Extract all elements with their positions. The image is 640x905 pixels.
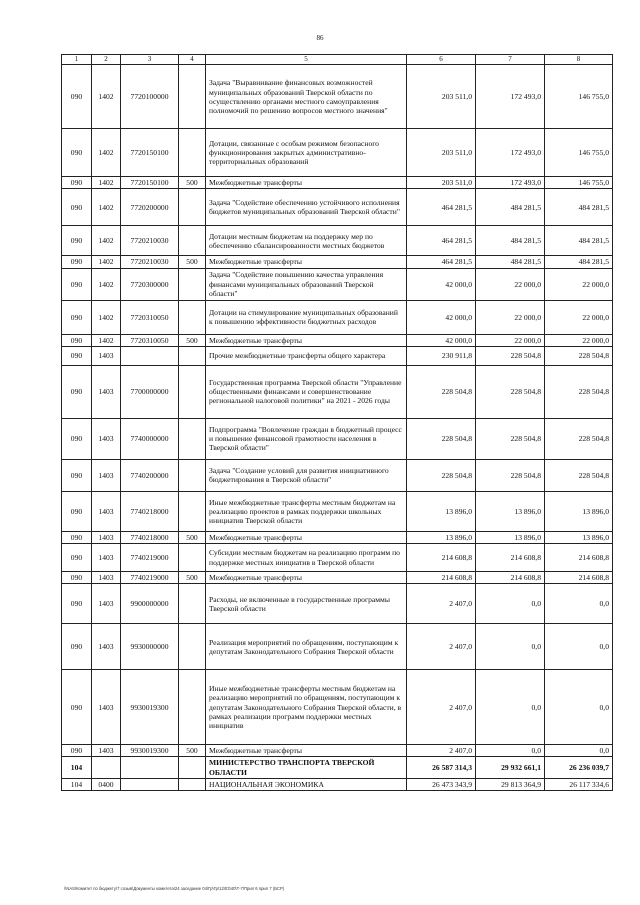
cell-amount-year1: 203 511,0: [407, 129, 476, 177]
cell-amount-year3: 228 504,8: [545, 418, 613, 459]
cell-expense-type: [179, 624, 206, 670]
cell-target-article: 7740000000: [121, 418, 179, 459]
cell-expense-type: [179, 365, 206, 418]
cell-description: Иные межбюджетные трансферты местным бюджетам на реализацию мероприятий по обращениям, поступающим к депутатам Законодательного Собрания Тверской области, в рамках реализации программ поддержки местных инициатив: [206, 670, 407, 745]
cell-section-code: 1402: [92, 300, 121, 334]
cell-ministry-code: 090: [62, 418, 92, 459]
cell-target-article: 7720310050: [121, 300, 179, 334]
cell-description: Межбюджетные трансферты: [206, 745, 407, 757]
cell-amount-year3: 13 896,0: [545, 491, 613, 531]
cell-section-code: 1403: [92, 531, 121, 543]
cell-description: Реализация мероприятий по обращениям, поступающим к депутатам Законодательного Собрания Тверской области: [206, 624, 407, 670]
cell-section-code: 0400: [92, 778, 121, 790]
cell-description: Задача "Содействие повышению качества управления финансами муниципальных образований Тверской области": [206, 268, 407, 300]
cell-amount-year3: 22 000,0: [545, 268, 613, 300]
cell-expense-type: [179, 268, 206, 300]
cell-expense-type: [179, 544, 206, 572]
cell-description: Межбюджетные трансферты: [206, 531, 407, 543]
cell-amount-year3: 228 504,8: [545, 459, 613, 491]
cell-target-article: 9930019300: [121, 745, 179, 757]
cell-description: Дотации местным бюджетам на поддержку мер по обеспечению сбалансированности местных бюджетов: [206, 226, 407, 256]
cell-amount-year1: 228 504,8: [407, 459, 476, 491]
table-row: [62, 778, 613, 790]
page-number: 86: [316, 34, 324, 42]
table-row: [62, 177, 613, 189]
cell-expense-type: [179, 418, 206, 459]
cell-amount-year3: 22 000,0: [545, 300, 613, 334]
cell-section-code: 1403: [92, 418, 121, 459]
cell-ministry-code: 090: [62, 491, 92, 531]
cell-ministry-code: 090: [62, 177, 92, 189]
cell-amount-year2: 13 896,0: [476, 531, 545, 543]
cell-ministry-code: 090: [62, 300, 92, 334]
cell-amount-year2: 228 504,8: [476, 418, 545, 459]
col-header-2: 2: [92, 55, 121, 65]
cell-ministry-code: 090: [62, 531, 92, 543]
table-row: [62, 572, 613, 584]
cell-target-article: 7720310050: [121, 334, 179, 346]
cell-section-code: 1402: [92, 177, 121, 189]
cell-amount-year2: 214 608,8: [476, 572, 545, 584]
cell-expense-type: [179, 226, 206, 256]
cell-description: Государственная программа Тверской области "Управление общественными финансами и совершенствование региональной налоговой политики" на 2021 - 2026 годы: [206, 365, 407, 418]
cell-amount-year2: 0,0: [476, 624, 545, 670]
cell-amount-year1: 464 281,5: [407, 189, 476, 226]
budget-table: [61, 54, 613, 791]
cell-ministry-code: 090: [62, 365, 92, 418]
cell-amount-year1: 2 407,0: [407, 624, 476, 670]
cell-section-code: 1402: [92, 256, 121, 268]
cell-target-article: [121, 757, 179, 778]
cell-description: Подпрограмма "Вовлечение граждан в бюджетный процесс и повышение финансовой грамотности населения в Тверской области": [206, 418, 407, 459]
cell-amount-year2: 172 493,0: [476, 65, 545, 129]
cell-expense-type: 500: [179, 334, 206, 346]
cell-description: Задача "Выравнивание финансовых возможностей муниципальных образований Тверской области по осуществлению органами местного самоуправления полномочий по решению вопросов местного значения": [206, 65, 407, 129]
cell-amount-year2: 484 281,5: [476, 256, 545, 268]
cell-amount-year1: 42 000,0: [407, 334, 476, 346]
cell-ministry-code: 090: [62, 624, 92, 670]
cell-section-code: 1403: [92, 745, 121, 757]
cell-expense-type: [179, 189, 206, 226]
cell-target-article: 7700000000: [121, 365, 179, 418]
cell-amount-year3: 13 896,0: [545, 531, 613, 543]
cell-amount-year3: 0,0: [545, 745, 613, 757]
cell-amount-year1: 464 281,5: [407, 256, 476, 268]
table-row: [62, 745, 613, 757]
cell-amount-year2: 29 813 364,9: [476, 778, 545, 790]
cell-amount-year3: 214 608,8: [545, 544, 613, 572]
cell-amount-year2: 484 281,5: [476, 189, 545, 226]
cell-target-article: 9930000000: [121, 624, 179, 670]
table-row: [62, 491, 613, 531]
cell-amount-year3: 22 000,0: [545, 334, 613, 346]
cell-expense-type: [179, 65, 206, 129]
file-path-footer: \\NAS\Комитет по бюджету\7 созыв\Документы комитета\24 заседание 04\Гр\Гр\12\03\40\Т-7\Прил 6 прил 7 (БСР): [64, 886, 285, 891]
cell-amount-year1: 228 504,8: [407, 418, 476, 459]
cell-description: Задача "Создание условий для развития инициативного бюджетирования в Тверской области": [206, 459, 407, 491]
cell-section-code: 1402: [92, 189, 121, 226]
cell-ministry-code: 090: [62, 256, 92, 268]
cell-section-code: 1403: [92, 584, 121, 624]
cell-description: Межбюджетные трансферты: [206, 334, 407, 346]
cell-amount-year1: 26 473 343,9: [407, 778, 476, 790]
cell-target-article: 7720200000: [121, 189, 179, 226]
cell-target-article: 9930019300: [121, 670, 179, 745]
table-row: [62, 544, 613, 572]
cell-description: Межбюджетные трансферты: [206, 177, 407, 189]
cell-amount-year1: 42 000,0: [407, 300, 476, 334]
table-row: [62, 531, 613, 543]
cell-expense-type: [179, 459, 206, 491]
cell-description: Иные межбюджетные трансферты местным бюджетам на реализацию проектов в рамках поддержки школьных инициатив Тверской области: [206, 491, 407, 531]
cell-target-article: 7720210030: [121, 226, 179, 256]
cell-expense-type: [179, 757, 206, 778]
cell-amount-year3: 484 281,5: [545, 226, 613, 256]
cell-amount-year2: 22 000,0: [476, 268, 545, 300]
table-row: [62, 459, 613, 491]
col-header-7: 7: [476, 55, 545, 65]
cell-expense-type: [179, 778, 206, 790]
cell-target-article: 7740219000: [121, 544, 179, 572]
cell-description: Межбюджетные трансферты: [206, 572, 407, 584]
cell-amount-year2: 228 504,8: [476, 365, 545, 418]
cell-ministry-code: 090: [62, 459, 92, 491]
table-row: [62, 418, 613, 459]
cell-section-code: 1403: [92, 572, 121, 584]
cell-target-article: 7720150100: [121, 129, 179, 177]
cell-ministry-code: 090: [62, 189, 92, 226]
cell-amount-year1: 13 896,0: [407, 531, 476, 543]
cell-amount-year2: 484 281,5: [476, 226, 545, 256]
cell-amount-year1: 214 608,8: [407, 572, 476, 584]
cell-amount-year3: 0,0: [545, 670, 613, 745]
cell-target-article: 7720100000: [121, 65, 179, 129]
cell-amount-year3: 228 504,8: [545, 365, 613, 418]
cell-expense-type: 500: [179, 745, 206, 757]
cell-amount-year2: 172 493,0: [476, 177, 545, 189]
cell-section-code: 1402: [92, 129, 121, 177]
col-header-4: 4: [179, 55, 206, 65]
cell-section-code: [92, 757, 121, 778]
cell-expense-type: 500: [179, 177, 206, 189]
cell-description: Дотации на стимулирование муниципальных образований к повышению эффективности бюджетных расходов: [206, 300, 407, 334]
cell-section-code: 1402: [92, 65, 121, 129]
cell-section-code: 1402: [92, 226, 121, 256]
cell-amount-year2: 0,0: [476, 584, 545, 624]
cell-description: Расходы, не включенные в государственные программы Тверской области: [206, 584, 407, 624]
cell-description: Субсидии местным бюджетам на реализацию программ по поддержке местных инициатив в Тверской области: [206, 544, 407, 572]
table-row: [62, 757, 613, 778]
cell-amount-year1: 2 407,0: [407, 584, 476, 624]
cell-section-code: 1402: [92, 334, 121, 346]
cell-expense-type: [179, 300, 206, 334]
cell-ministry-code: 090: [62, 584, 92, 624]
cell-expense-type: 500: [179, 256, 206, 268]
cell-amount-year3: 484 281,5: [545, 256, 613, 268]
cell-amount-year3: 484 281,5: [545, 189, 613, 226]
cell-amount-year2: 214 608,8: [476, 544, 545, 572]
cell-description: Прочие межбюджетные трансферты общего характера: [206, 346, 407, 365]
cell-target-article: 7720150100: [121, 177, 179, 189]
cell-description: МИНИСТЕРСТВО ТРАНСПОРТА ТВЕРСКОЙ ОБЛАСТИ: [206, 757, 407, 778]
cell-amount-year2: 172 493,0: [476, 129, 545, 177]
cell-amount-year1: 203 511,0: [407, 177, 476, 189]
cell-amount-year2: 29 932 661,1: [476, 757, 545, 778]
header-row: [62, 55, 613, 65]
cell-ministry-code: 104: [62, 778, 92, 790]
cell-expense-type: [179, 346, 206, 365]
cell-amount-year2: 228 504,8: [476, 459, 545, 491]
table-row: [62, 334, 613, 346]
cell-expense-type: [179, 670, 206, 745]
cell-section-code: 1403: [92, 346, 121, 365]
cell-target-article: 7740200000: [121, 459, 179, 491]
table-row: [62, 129, 613, 177]
cell-expense-type: [179, 491, 206, 531]
cell-target-article: 7740218000: [121, 531, 179, 543]
cell-amount-year3: 146 755,0: [545, 177, 613, 189]
cell-description: Дотации, связанные с особым режимом безопасного функционирования закрытых административно-территориальных образований: [206, 129, 407, 177]
cell-amount-year2: 228 504,8: [476, 346, 545, 365]
cell-ministry-code: 090: [62, 670, 92, 745]
cell-ministry-code: 090: [62, 226, 92, 256]
cell-ministry-code: 090: [62, 544, 92, 572]
cell-amount-year3: 0,0: [545, 584, 613, 624]
cell-ministry-code: 090: [62, 572, 92, 584]
cell-amount-year1: 230 911,8: [407, 346, 476, 365]
table-row: [62, 346, 613, 365]
cell-expense-type: 500: [179, 572, 206, 584]
table-row: [62, 584, 613, 624]
cell-amount-year1: 2 407,0: [407, 745, 476, 757]
table-row: [62, 256, 613, 268]
cell-target-article: 7740219000: [121, 572, 179, 584]
table-row: [62, 624, 613, 670]
cell-amount-year1: 2 407,0: [407, 670, 476, 745]
cell-amount-year2: 22 000,0: [476, 334, 545, 346]
table-row: [62, 268, 613, 300]
table-row: [62, 65, 613, 129]
cell-amount-year2: 13 896,0: [476, 491, 545, 531]
cell-target-article: [121, 346, 179, 365]
cell-target-article: [121, 778, 179, 790]
cell-ministry-code: 090: [62, 65, 92, 129]
cell-ministry-code: 090: [62, 129, 92, 177]
cell-section-code: 1403: [92, 365, 121, 418]
cell-amount-year2: 0,0: [476, 670, 545, 745]
cell-ministry-code: 090: [62, 346, 92, 365]
cell-target-article: 9900000000: [121, 584, 179, 624]
cell-expense-type: [179, 129, 206, 177]
cell-section-code: 1403: [92, 624, 121, 670]
cell-amount-year2: 22 000,0: [476, 300, 545, 334]
cell-description: Задача "Содействие обеспечению устойчивого исполнения бюджетов муниципальных образований Тверской области": [206, 189, 407, 226]
cell-amount-year1: 203 511,0: [407, 65, 476, 129]
col-header-5: 5: [206, 55, 407, 65]
cell-amount-year2: 0,0: [476, 745, 545, 757]
table-row: [62, 300, 613, 334]
table-row: [62, 670, 613, 745]
cell-amount-year3: 228 504,8: [545, 346, 613, 365]
cell-amount-year3: 0,0: [545, 624, 613, 670]
cell-ministry-code: 090: [62, 268, 92, 300]
cell-amount-year3: 26 236 039,7: [545, 757, 613, 778]
cell-section-code: 1403: [92, 459, 121, 491]
cell-section-code: 1403: [92, 491, 121, 531]
cell-amount-year1: 42 000,0: [407, 268, 476, 300]
table-row: [62, 189, 613, 226]
cell-expense-type: 500: [179, 531, 206, 543]
table-row: [62, 226, 613, 256]
cell-amount-year1: 13 896,0: [407, 491, 476, 531]
col-header-6: 6: [407, 55, 476, 65]
cell-section-code: 1403: [92, 670, 121, 745]
cell-amount-year3: 214 608,8: [545, 572, 613, 584]
table-row: [62, 365, 613, 418]
cell-amount-year1: 214 608,8: [407, 544, 476, 572]
col-header-3: 3: [121, 55, 179, 65]
col-header-1: 1: [62, 55, 92, 65]
cell-amount-year1: 464 281,5: [407, 226, 476, 256]
cell-amount-year1: 228 504,8: [407, 365, 476, 418]
cell-description: Межбюджетные трансферты: [206, 256, 407, 268]
cell-target-article: 7720210030: [121, 256, 179, 268]
cell-amount-year1: 26 587 314,3: [407, 757, 476, 778]
cell-target-article: 7720300000: [121, 268, 179, 300]
cell-ministry-code: 090: [62, 334, 92, 346]
cell-ministry-code: 104: [62, 757, 92, 778]
cell-amount-year3: 146 755,0: [545, 129, 613, 177]
cell-section-code: 1403: [92, 544, 121, 572]
cell-description: НАЦИОНАЛЬНАЯ ЭКОНОМИКА: [206, 778, 407, 790]
cell-expense-type: [179, 584, 206, 624]
cell-section-code: 1402: [92, 268, 121, 300]
cell-target-article: 7740218000: [121, 491, 179, 531]
cell-amount-year3: 146 755,0: [545, 65, 613, 129]
col-header-8: 8: [545, 55, 613, 65]
cell-ministry-code: 090: [62, 745, 92, 757]
cell-amount-year3: 26 117 334,6: [545, 778, 613, 790]
